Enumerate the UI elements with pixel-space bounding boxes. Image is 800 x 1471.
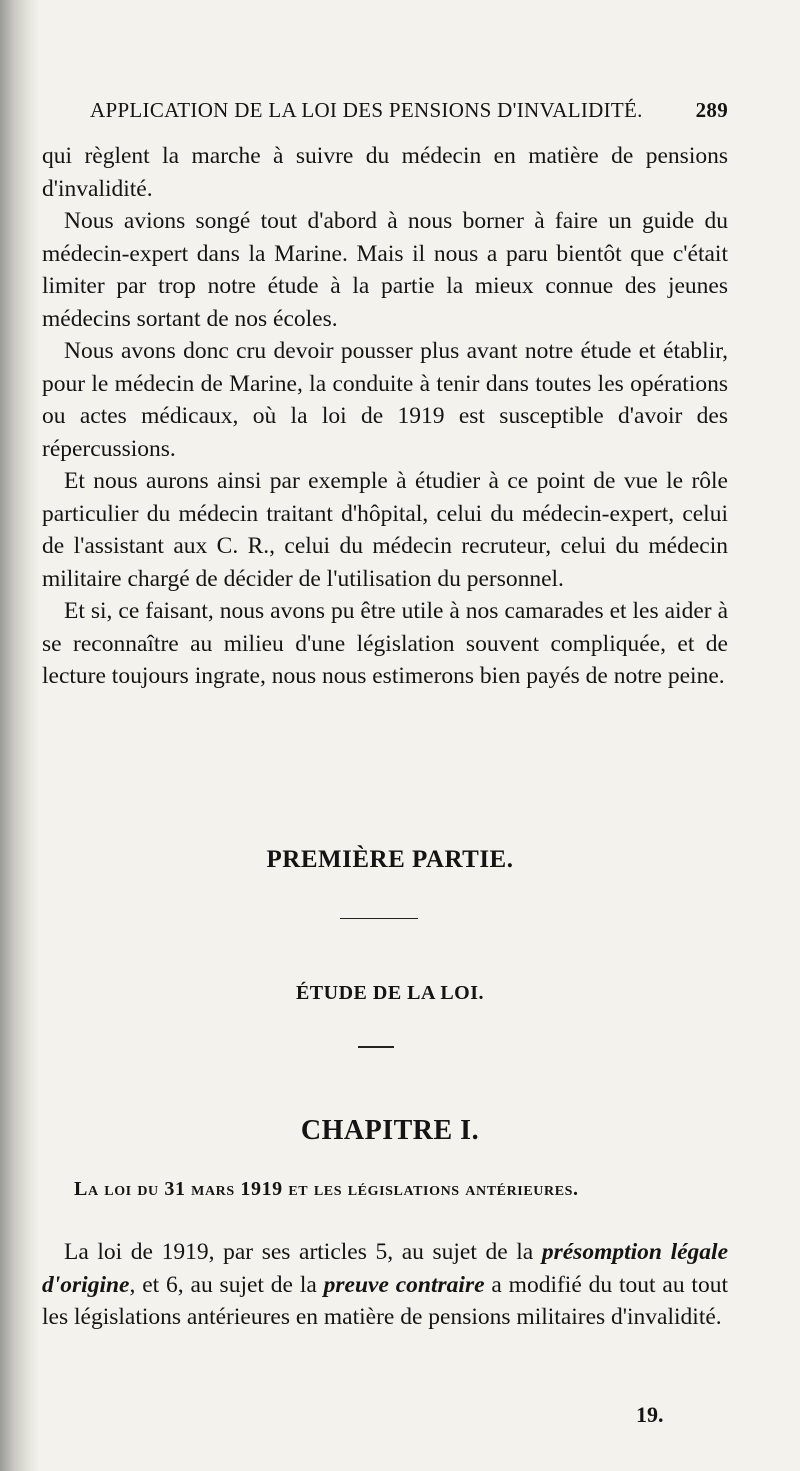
section-heading: La loi du 31 mars 1919 et les législations antérieures. xyxy=(74,1178,579,1200)
final-paragraph xyxy=(42,1236,728,1334)
part-heading: PREMIÈRE PARTIE. xyxy=(266,846,514,873)
paragraph: Et nous aurons ainsi par exemple à étudier à ce point de vue le rôle particulier du médecin traitant d'hôpital, celui du médecin-expert, celui de l'assistant aux C. R., celui du médecin recruteur, celui du médecin militaire chargé de décider de l'utilisation du personnel. xyxy=(42,468,728,592)
italic-term: présomption légale d'origine xyxy=(42,1239,728,1298)
text-run: a modifié du tout au tout les législations antérieures en matière de pensions militaires d'invalidité. xyxy=(42,1271,728,1330)
paragraph: Et si, ce faisant, nous avons pu être utile à nos camarades et les aider à se reconnaître au milieu d'une législation souvent compliquée, et de lecture toujours ingrate, nous nous estimerons bien payés de notre peine. xyxy=(42,598,728,689)
running-head xyxy=(90,98,728,128)
paragraph: qui règlent la marche à suivre du médecin en matière de pensions d'invalidité. xyxy=(42,143,728,202)
paragraph: Nous avons donc cru devoir pousser plus avant notre étude et établir, pour le médecin de Marine, la conduite à tenir dans toutes les opérations ou actes médicaux, où la loi de 1919 est susceptible d'avoir des répercussions. xyxy=(42,338,728,462)
paragraph xyxy=(42,1236,728,1334)
text-run: , et 6, au sujet de la xyxy=(129,1271,324,1298)
italic-term: preuve contraire xyxy=(323,1271,485,1298)
page-number: 289 xyxy=(695,98,728,122)
divider-rule xyxy=(358,1046,394,1048)
body-text xyxy=(42,140,728,693)
signature-mark: 19. xyxy=(636,1402,664,1427)
chapter-heading: CHAPITRE I. xyxy=(300,1115,480,1146)
running-head-title: APPLICATION DE LA LOI DES PENSIONS D'INVALIDITÉ. xyxy=(90,98,643,122)
divider-rule xyxy=(340,918,418,919)
scan-page-edge xyxy=(0,0,40,1471)
paragraph: Nous avions songé tout d'abord à nous borner à faire un guide du médecin-expert dans la Marine. Mais il nous a paru bientôt que c'était limiter par trop notre étude à la partie la mieux connue des jeunes médecins sortant de nos écoles. xyxy=(42,208,728,332)
text-run: La loi de 1919, par ses articles 5, au sujet de la xyxy=(64,1239,542,1265)
study-heading: ÉTUDE DE LA LOI. xyxy=(295,982,485,1004)
